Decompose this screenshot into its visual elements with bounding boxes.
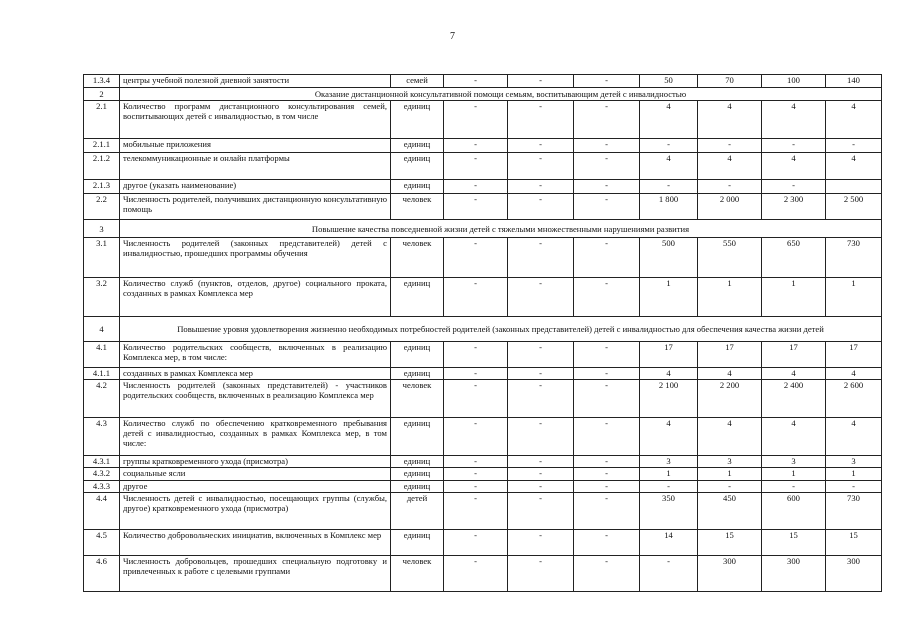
value-cell: 4 bbox=[762, 418, 826, 456]
value-cell: 2 300 bbox=[762, 194, 826, 220]
indicator-name: мобильные приложения bbox=[120, 139, 391, 153]
value-cell: - bbox=[444, 468, 508, 481]
value-cell: - bbox=[508, 468, 574, 481]
value-cell: - bbox=[508, 556, 574, 592]
value-cell: 4 bbox=[698, 101, 762, 139]
value-cell: 4 bbox=[640, 418, 698, 456]
value-cell: - bbox=[508, 481, 574, 493]
value-cell: - bbox=[444, 368, 508, 380]
value-cell: - bbox=[574, 468, 640, 481]
value-cell: 17 bbox=[640, 342, 698, 368]
value-cell: - bbox=[444, 75, 508, 88]
row-number: 2.1.2 bbox=[84, 153, 120, 180]
value-cell: 600 bbox=[762, 493, 826, 530]
value-cell: - bbox=[762, 180, 826, 194]
row-number: 2.2 bbox=[84, 194, 120, 220]
value-cell: - bbox=[444, 180, 508, 194]
value-cell: - bbox=[698, 139, 762, 153]
unit-cell: детей bbox=[391, 493, 444, 530]
value-cell: - bbox=[508, 368, 574, 380]
indicator-name: Количество служб (пунктов, отделов, другое) социального проката, созданных в рамках Комплекса мер bbox=[120, 278, 391, 317]
value-cell: 2 400 bbox=[762, 380, 826, 418]
value-cell: - bbox=[698, 481, 762, 493]
table-row bbox=[84, 456, 882, 468]
value-cell: - bbox=[762, 481, 826, 493]
indicator-name: центры учебной полезной дневной занятости bbox=[120, 75, 391, 88]
value-cell: 350 bbox=[640, 493, 698, 530]
value-cell: - bbox=[574, 238, 640, 278]
value-cell: - bbox=[574, 278, 640, 317]
indicator-name: Численность детей с инвалидностью, посещающих группы (службы, другое) кратковременного ухода (присмотра) bbox=[120, 493, 391, 530]
unit-cell: единиц bbox=[391, 180, 444, 194]
value-cell: 1 800 bbox=[640, 194, 698, 220]
table-row bbox=[84, 418, 882, 456]
value-cell: - bbox=[640, 556, 698, 592]
value-cell: - bbox=[444, 194, 508, 220]
unit-cell: единиц bbox=[391, 153, 444, 180]
value-cell: - bbox=[574, 342, 640, 368]
value-cell: 2 500 bbox=[826, 194, 882, 220]
unit-cell: человек bbox=[391, 556, 444, 592]
row-number: 3.1 bbox=[84, 238, 120, 278]
value-cell: 4 bbox=[640, 368, 698, 380]
table-row bbox=[84, 153, 882, 180]
unit-cell: единиц bbox=[391, 139, 444, 153]
value-cell: 14 bbox=[640, 530, 698, 556]
value-cell: - bbox=[444, 481, 508, 493]
indicator-name: Численность родителей (законных представителей) - участников родительских сообществ, включенных в реализацию Комплекса мер bbox=[120, 380, 391, 418]
row-number: 4.3.2 bbox=[84, 468, 120, 481]
value-cell: - bbox=[640, 180, 698, 194]
value-cell: - bbox=[508, 493, 574, 530]
table-row bbox=[84, 238, 882, 278]
table-row bbox=[84, 368, 882, 380]
value-cell: - bbox=[574, 139, 640, 153]
value-cell: 1 bbox=[640, 278, 698, 317]
value-cell: - bbox=[640, 481, 698, 493]
value-cell: 140 bbox=[826, 75, 882, 88]
section-title: Повышение качества повседневной жизни детей с тяжелыми множественными нарушениями развития bbox=[120, 220, 882, 238]
value-cell: - bbox=[508, 530, 574, 556]
row-number: 4.3 bbox=[84, 418, 120, 456]
value-cell: - bbox=[508, 238, 574, 278]
unit-cell: единиц bbox=[391, 368, 444, 380]
value-cell: - bbox=[508, 139, 574, 153]
value-cell: 730 bbox=[826, 238, 882, 278]
value-cell: - bbox=[698, 180, 762, 194]
row-number: 3.2 bbox=[84, 278, 120, 317]
value-cell: - bbox=[444, 380, 508, 418]
section-row bbox=[84, 317, 882, 342]
unit-cell: семей bbox=[391, 75, 444, 88]
value-cell: - bbox=[574, 380, 640, 418]
value-cell: - bbox=[574, 101, 640, 139]
value-cell: 2 200 bbox=[698, 380, 762, 418]
value-cell: 2 600 bbox=[826, 380, 882, 418]
indicator-name: другое bbox=[120, 481, 391, 493]
unit-cell: человек bbox=[391, 238, 444, 278]
unit-cell: единиц bbox=[391, 481, 444, 493]
value-cell: - bbox=[444, 101, 508, 139]
value-cell: - bbox=[826, 481, 882, 493]
indicator-name: группы кратковременного ухода (присмотра) bbox=[120, 456, 391, 468]
value-cell: 4 bbox=[826, 418, 882, 456]
row-number: 1.3.4 bbox=[84, 75, 120, 88]
value-cell: 4 bbox=[640, 101, 698, 139]
row-number: 4.3.1 bbox=[84, 456, 120, 468]
row-number: 4.2 bbox=[84, 380, 120, 418]
row-number: 4.5 bbox=[84, 530, 120, 556]
value-cell: 15 bbox=[762, 530, 826, 556]
value-cell: 4 bbox=[640, 153, 698, 180]
value-cell: 4 bbox=[762, 368, 826, 380]
value-cell: 3 bbox=[640, 456, 698, 468]
value-cell: 15 bbox=[698, 530, 762, 556]
indicator-name: Численность добровольцев, прошедших специальную подготовку и привлеченных к работе с целевыми группами bbox=[120, 556, 391, 592]
value-cell: 17 bbox=[762, 342, 826, 368]
indicator-name: Численность родителей, получивших дистанционную консультативную помощь bbox=[120, 194, 391, 220]
value-cell: 4 bbox=[762, 101, 826, 139]
value-cell: 1 bbox=[762, 278, 826, 317]
value-cell: 4 bbox=[762, 153, 826, 180]
value-cell: - bbox=[508, 278, 574, 317]
value-cell: 1 bbox=[762, 468, 826, 481]
table-row bbox=[84, 493, 882, 530]
indicators-table bbox=[83, 74, 882, 592]
value-cell: - bbox=[508, 380, 574, 418]
value-cell: - bbox=[574, 194, 640, 220]
unit-cell: человек bbox=[391, 380, 444, 418]
table-row bbox=[84, 180, 882, 194]
table-row bbox=[84, 380, 882, 418]
value-cell: 1 bbox=[826, 468, 882, 481]
indicator-name: Количество родительских сообществ, включенных в реализацию Комплекса мер, в том числе: bbox=[120, 342, 391, 368]
value-cell: 4 bbox=[826, 368, 882, 380]
unit-cell: единиц bbox=[391, 456, 444, 468]
table-row bbox=[84, 194, 882, 220]
value-cell: - bbox=[508, 194, 574, 220]
value-cell: - bbox=[574, 368, 640, 380]
value-cell: 4 bbox=[698, 368, 762, 380]
value-cell: - bbox=[444, 139, 508, 153]
value-cell: - bbox=[444, 493, 508, 530]
indicator-name: Количество служб по обеспечению кратковременного пребывания детей с инвалидностью, созданных в рамках Комплекса мер, в том числе: bbox=[120, 418, 391, 456]
value-cell: - bbox=[508, 153, 574, 180]
value-cell: - bbox=[508, 180, 574, 194]
value-cell: - bbox=[444, 456, 508, 468]
value-cell: - bbox=[508, 418, 574, 456]
value-cell: 1 bbox=[698, 468, 762, 481]
value-cell: - bbox=[508, 101, 574, 139]
table-row bbox=[84, 468, 882, 481]
row-number: 4.6 bbox=[84, 556, 120, 592]
value-cell: - bbox=[444, 278, 508, 317]
section-title: Оказание дистанционной консультативной помощи семьям, воспитывающим детей с инвалидностью bbox=[120, 88, 882, 101]
table-row bbox=[84, 75, 882, 88]
value-cell: 4 bbox=[826, 101, 882, 139]
indicator-name: Количество программ дистанционного консультирования семей, воспитывающих детей с инвалидностью, в том числе bbox=[120, 101, 391, 139]
indicator-name: Численность родителей (законных представителей) детей с инвалидностью, прошедших программы обучения bbox=[120, 238, 391, 278]
value-cell: 300 bbox=[698, 556, 762, 592]
value-cell: - bbox=[444, 153, 508, 180]
table-row bbox=[84, 481, 882, 493]
section-number: 3 bbox=[84, 220, 120, 238]
indicator-name: созданных в рамках Комплекса мер bbox=[120, 368, 391, 380]
unit-cell: единиц bbox=[391, 101, 444, 139]
section-number: 4 bbox=[84, 317, 120, 342]
value-cell: 1 bbox=[640, 468, 698, 481]
section-row bbox=[84, 220, 882, 238]
unit-cell: единиц bbox=[391, 468, 444, 481]
unit-cell: человек bbox=[391, 194, 444, 220]
unit-cell: единиц bbox=[391, 530, 444, 556]
indicator-name: Количество добровольческих инициатив, включенных в Комплекс мер bbox=[120, 530, 391, 556]
section-row bbox=[84, 88, 882, 101]
value-cell bbox=[826, 180, 882, 194]
value-cell: 15 bbox=[826, 530, 882, 556]
value-cell: 1 bbox=[698, 278, 762, 317]
value-cell: 50 bbox=[640, 75, 698, 88]
table-row bbox=[84, 342, 882, 368]
value-cell: - bbox=[444, 418, 508, 456]
value-cell: - bbox=[574, 481, 640, 493]
section-number: 2 bbox=[84, 88, 120, 101]
value-cell: - bbox=[444, 342, 508, 368]
row-number: 4.1.1 bbox=[84, 368, 120, 380]
row-number: 2.1.1 bbox=[84, 139, 120, 153]
row-number: 2.1.3 bbox=[84, 180, 120, 194]
value-cell: - bbox=[574, 180, 640, 194]
value-cell: 300 bbox=[762, 556, 826, 592]
value-cell: - bbox=[762, 139, 826, 153]
value-cell: 450 bbox=[698, 493, 762, 530]
value-cell: - bbox=[444, 556, 508, 592]
value-cell: - bbox=[508, 342, 574, 368]
table-row bbox=[84, 530, 882, 556]
table-body bbox=[84, 75, 882, 592]
value-cell: 3 bbox=[698, 456, 762, 468]
unit-cell: единиц bbox=[391, 418, 444, 456]
value-cell: 4 bbox=[698, 153, 762, 180]
value-cell: 3 bbox=[762, 456, 826, 468]
value-cell: 100 bbox=[762, 75, 826, 88]
table-row bbox=[84, 139, 882, 153]
value-cell: 2 100 bbox=[640, 380, 698, 418]
value-cell: - bbox=[574, 75, 640, 88]
value-cell: 2 000 bbox=[698, 194, 762, 220]
value-cell: 4 bbox=[698, 418, 762, 456]
value-cell: - bbox=[574, 456, 640, 468]
unit-cell: единиц bbox=[391, 278, 444, 317]
row-number: 4.3.3 bbox=[84, 481, 120, 493]
value-cell: 730 bbox=[826, 493, 882, 530]
value-cell: - bbox=[574, 530, 640, 556]
row-number: 4.4 bbox=[84, 493, 120, 530]
indicator-name: социальные ясли bbox=[120, 468, 391, 481]
value-cell: 300 bbox=[826, 556, 882, 592]
indicator-name: другое (указать наименование) bbox=[120, 180, 391, 194]
value-cell: - bbox=[574, 418, 640, 456]
section-title: Повышение уровня удовлетворения жизненно необходимых потребностей родителей (законных представителей) детей с инвалидностью для обеспечения качества жизни детей bbox=[120, 317, 882, 342]
value-cell: - bbox=[574, 493, 640, 530]
value-cell: 500 bbox=[640, 238, 698, 278]
value-cell: - bbox=[508, 75, 574, 88]
page-number: 7 bbox=[450, 31, 455, 42]
value-cell: - bbox=[826, 139, 882, 153]
value-cell: 3 bbox=[826, 456, 882, 468]
table-row bbox=[84, 278, 882, 317]
value-cell: 17 bbox=[698, 342, 762, 368]
value-cell: - bbox=[574, 556, 640, 592]
value-cell: 70 bbox=[698, 75, 762, 88]
value-cell: - bbox=[574, 153, 640, 180]
value-cell: 17 bbox=[826, 342, 882, 368]
value-cell: - bbox=[444, 238, 508, 278]
value-cell: 4 bbox=[826, 153, 882, 180]
table-row bbox=[84, 556, 882, 592]
value-cell: - bbox=[444, 530, 508, 556]
value-cell: 1 bbox=[826, 278, 882, 317]
table-row bbox=[84, 101, 882, 139]
value-cell: 650 bbox=[762, 238, 826, 278]
value-cell: 550 bbox=[698, 238, 762, 278]
row-number: 2.1 bbox=[84, 101, 120, 139]
value-cell: - bbox=[508, 456, 574, 468]
unit-cell: единиц bbox=[391, 342, 444, 368]
value-cell: - bbox=[640, 139, 698, 153]
indicator-name: телекоммуникационные и онлайн платформы bbox=[120, 153, 391, 180]
row-number: 4.1 bbox=[84, 342, 120, 368]
